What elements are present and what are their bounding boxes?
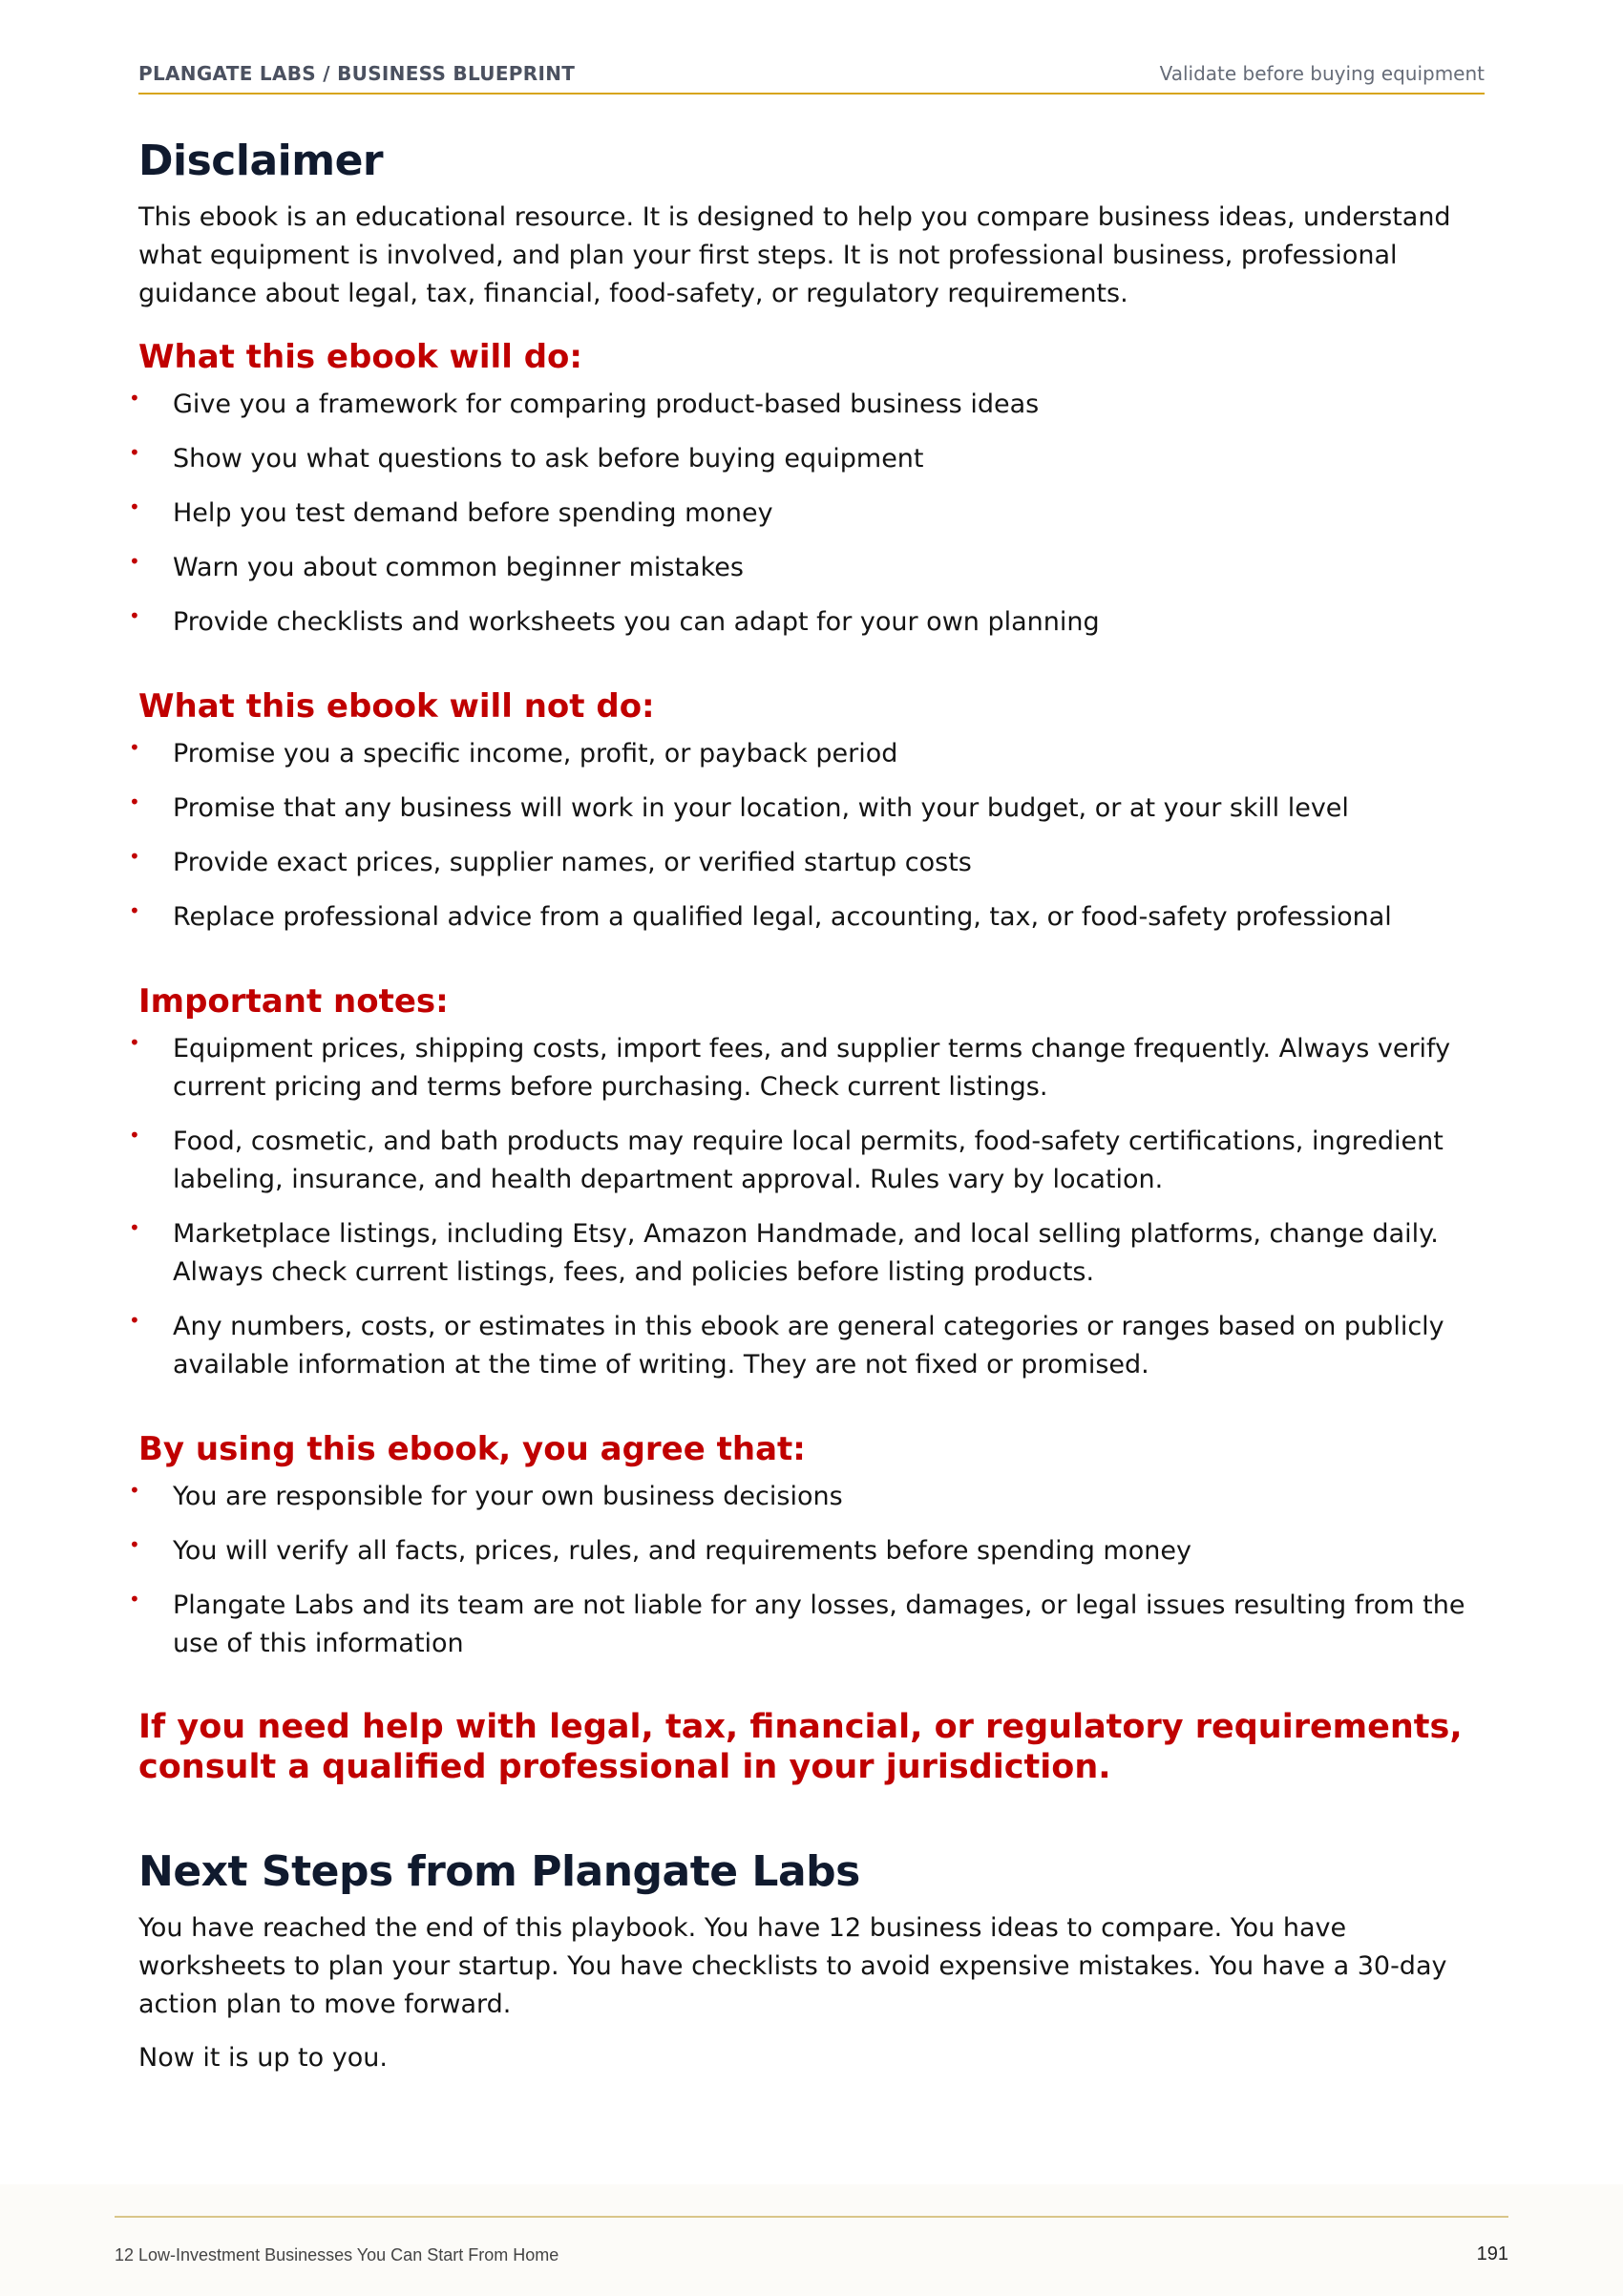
footer-band (0, 2184, 1623, 2296)
list-item (129, 1532, 1485, 1570)
bullet-icon: • (129, 441, 140, 464)
footer-divider (115, 2216, 1508, 2218)
list-item (129, 1123, 1485, 1199)
list-item (129, 1030, 1485, 1106)
list-item-text: Plangate Labs and its team are not liable for any losses, damages, or legal issues resulting from the use of this information (173, 1590, 1465, 1658)
agreement-list (129, 1478, 1485, 1663)
bullet-icon: • (129, 1124, 140, 1147)
next-steps-closing: Now it is up to you. (138, 2043, 388, 2073)
list-item-text: Warn you about common beginner mistakes (173, 553, 744, 582)
bullet-icon: • (129, 1479, 140, 1502)
list-item (129, 735, 1485, 773)
bullet-icon: • (129, 736, 140, 759)
list-item (129, 549, 1485, 587)
list-item (129, 1215, 1485, 1292)
list-item-text: Help you test demand before spending money (173, 498, 773, 528)
list-item (129, 495, 1485, 533)
disclaimer-intro: This ebook is an educational resource. It is designed to help you compare business ideas, understand what equipment is involved, and plan your first steps. It is not professional business, professional guidance about legal, tax, financial, food-safety, or regulatory requirements. (138, 202, 1451, 308)
bullet-icon: • (129, 899, 140, 922)
bullet-icon: • (129, 1216, 140, 1239)
header-chapter-label: Validate before buying equipment (1159, 62, 1485, 85)
list-item-text: Provide exact prices, supplier names, or verified startup costs (173, 848, 972, 877)
header-series-label: PLANGATE LABS / BUSINESS BLUEPRINT (138, 62, 576, 85)
bullet-icon: • (129, 550, 140, 573)
bullet-icon: • (129, 790, 140, 813)
footer-book-title: 12 Low-Investment Businesses You Can Start From Home (115, 2245, 559, 2264)
bullet-icon: • (129, 1533, 140, 1556)
bullet-icon: • (129, 1588, 140, 1611)
list-item-text: Promise you a specific income, profit, or payback period (173, 739, 898, 769)
important-notes-list (129, 1030, 1485, 1384)
list-item (129, 790, 1485, 828)
page-content (129, 134, 1485, 2077)
agreement-heading: By using this ebook, you agree that: (138, 1430, 806, 1468)
next-steps-title: Next Steps from Plangate Labs (138, 1847, 860, 1896)
running-header (138, 58, 1485, 95)
page-number: 191 (1476, 2243, 1508, 2264)
list-item-text: Any numbers, costs, or estimates in this ebook are general categories or ranges based on publicly available information at the time of writing. They are not fixed or promised. (173, 1312, 1444, 1380)
will-do-heading: What this ebook will do: (138, 338, 582, 376)
bullet-icon: • (129, 604, 140, 627)
list-item-text: Equipment prices, shipping costs, import fees, and supplier terms change frequently. Always verify current pricing and terms before purchasing. Check current listings. (173, 1034, 1451, 1102)
list-item-text: Food, cosmetic, and bath products may require local permits, food-safety certifications, ingredient labeling, insurance, and health department approval. Rules vary by location. (173, 1127, 1444, 1194)
will-do-list (129, 386, 1485, 642)
list-item-text: Replace professional advice from a qualified legal, accounting, tax, or food-safety professional (173, 902, 1392, 932)
bullet-icon: • (129, 387, 140, 410)
list-item (129, 603, 1485, 642)
list-item (129, 1587, 1485, 1663)
list-item (129, 898, 1485, 937)
list-item-text: Promise that any business will work in your location, with your budget, or at your skill level (173, 793, 1349, 823)
professional-advice-callout: If you need help with legal, tax, financial, or regulatory requirements, consult a qualified professional in your jurisdiction. (138, 1708, 1463, 1786)
list-item (129, 1478, 1485, 1516)
bullet-icon: • (129, 845, 140, 868)
list-item (129, 440, 1485, 478)
next-steps-paragraph: You have reached the end of this playbook. You have 12 business ideas to compare. You have worksheets to plan your startup. You have checklists to avoid expensive mistakes. You have a 30-day action plan to move forward. (138, 1913, 1447, 2019)
list-item-text: Provide checklists and worksheets you can adapt for your own planning (173, 607, 1100, 637)
list-item-text: Show you what questions to ask before buying equipment (173, 444, 924, 474)
will-not-do-heading: What this ebook will not do: (138, 687, 655, 726)
bullet-icon: • (129, 1031, 140, 1054)
list-item-text: Give you a framework for comparing product-based business ideas (173, 390, 1040, 419)
will-not-do-list (129, 735, 1485, 937)
list-item (129, 1308, 1485, 1384)
list-item (129, 844, 1485, 882)
list-item-text: Marketplace listings, including Etsy, Amazon Handmade, and local selling platforms, change daily. Always check current listings, fees, and policies before listing products. (173, 1219, 1439, 1287)
list-item-text: You are responsible for your own business decisions (173, 1482, 843, 1511)
list-item (129, 386, 1485, 424)
bullet-icon: • (129, 1309, 140, 1332)
important-notes-heading: Important notes: (138, 982, 449, 1021)
bullet-icon: • (129, 495, 140, 518)
disclaimer-title: Disclaimer (138, 137, 384, 185)
list-item-text: You will verify all facts, prices, rules, and requirements before spending money (173, 1536, 1191, 1566)
